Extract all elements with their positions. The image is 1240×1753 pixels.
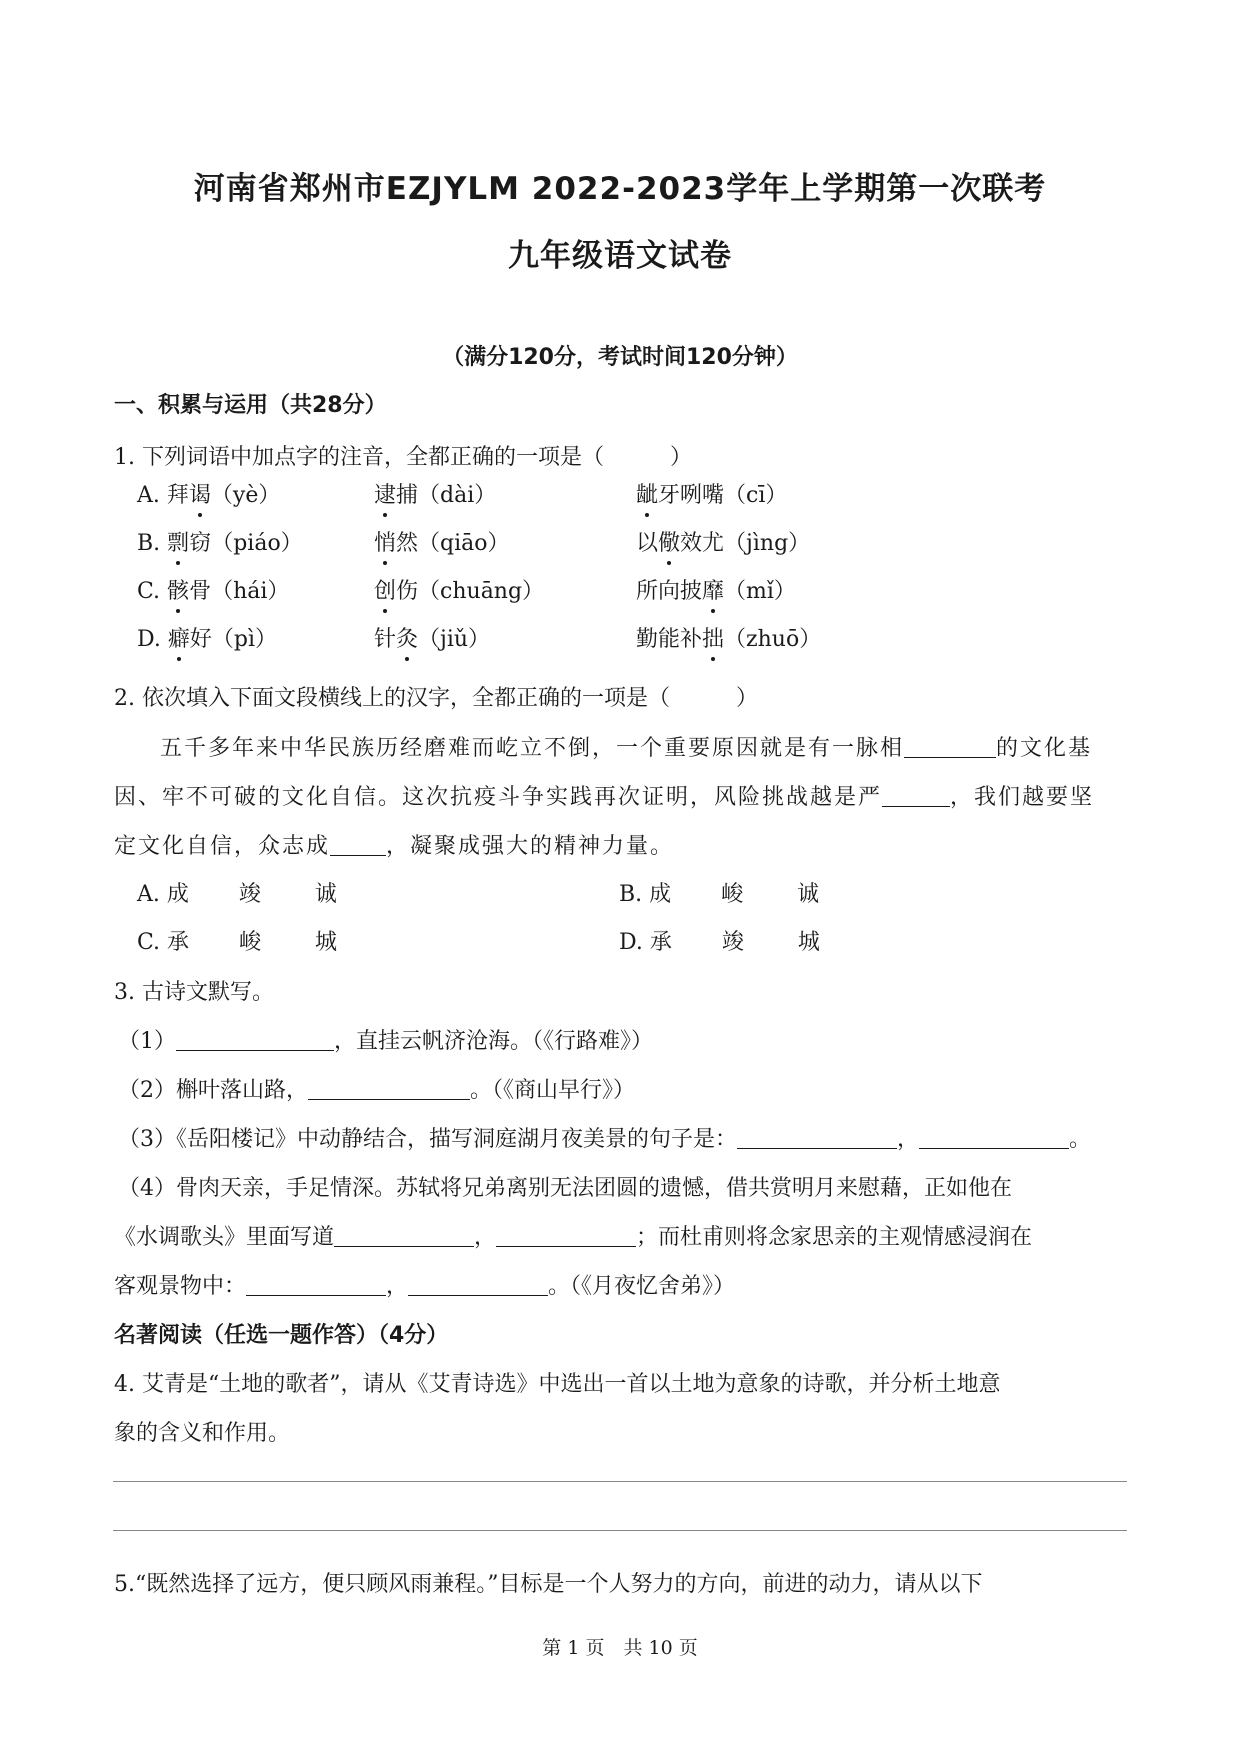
option-d-word-2 <box>374 622 490 653</box>
pinyin: （piáo） <box>211 531 303 556</box>
section-heading-accumulation: 一、积累与运用（共28分） <box>114 393 387 418</box>
dotted-char: 逮 <box>374 478 396 509</box>
item-text: （2）槲叶落山路， <box>118 1078 308 1103</box>
option-a[interactable] <box>137 478 280 509</box>
option-c[interactable] <box>137 574 289 605</box>
pinyin: （mǐ） <box>724 579 796 604</box>
dotted-char: 谒 <box>189 478 211 509</box>
question-2-stem: 2. 依次填入下面文段横线上的汉字，全都正确的一项是（ ） <box>114 686 758 711</box>
question-2-passage-line-2 <box>114 780 1094 811</box>
word-text: 以 <box>636 531 659 556</box>
question-2-passage-line-1 <box>160 731 1092 762</box>
passage-text: ，我们越要坚 <box>950 785 1095 810</box>
question-4-line-1: 4. 艾青是“土地的歌者”，请从《艾青诗选》中选出一首以土地为意象的诗歌，并分析土地意 <box>114 1372 1001 1397</box>
question-1-stem: 1. 下列词语中加点字的注音，全都正确的一项是（ ） <box>114 445 692 470</box>
option-letter: A. <box>137 483 160 508</box>
pinyin: （cī） <box>724 483 788 508</box>
item-text: ， <box>897 1127 920 1152</box>
word-text: 好 <box>189 627 212 652</box>
option-d[interactable] <box>619 925 820 956</box>
question-3-item-4-line-2 <box>114 1220 1032 1251</box>
item-number: （1） <box>118 1029 176 1054</box>
option-char: 承 <box>167 930 190 955</box>
fill-blank[interactable] <box>737 1126 897 1149</box>
fill-blank[interactable] <box>308 1077 470 1100</box>
answer-line[interactable] <box>113 1530 1127 1531</box>
option-letter: B. <box>619 882 643 907</box>
option-char: 竣 <box>721 930 744 955</box>
word-text: 效尤 <box>680 531 725 556</box>
fill-blank[interactable] <box>919 1126 1069 1149</box>
fill-blank[interactable] <box>246 1273 386 1296</box>
dotted-char: 灸 <box>396 622 418 653</box>
word-text: 骨 <box>189 579 212 604</box>
option-b-word-3 <box>636 526 810 557</box>
option-b[interactable] <box>137 526 303 557</box>
option-char: 成 <box>166 882 189 907</box>
question-5-line-1: 5.“既然选择了远方，便只顾风雨兼程。”目标是一个人努力的方向，前进的动力，请从以下 <box>114 1572 983 1597</box>
question-3-item-2 <box>118 1073 635 1104</box>
option-char: 诚 <box>314 882 337 907</box>
item-text: 。 <box>1069 1127 1092 1152</box>
section-heading-reading: 名著阅读（任选一题作答）（4分） <box>114 1323 449 1348</box>
question-2-passage-line-3 <box>114 829 674 860</box>
exam-title: 河南省郑州市EZJYLM 2022-2023学年上学期第一次联考 <box>193 171 1047 207</box>
option-char: 峻 <box>721 882 744 907</box>
fill-blank[interactable] <box>176 1028 334 1051</box>
dotted-char: 悄 <box>374 526 396 557</box>
pinyin: （pì） <box>211 627 278 652</box>
word-text: 牙咧嘴 <box>658 483 725 508</box>
word-text: 伤 <box>396 579 419 604</box>
pinyin: （chuāng） <box>418 579 545 604</box>
option-d[interactable] <box>137 622 277 653</box>
fill-blank[interactable] <box>330 833 386 856</box>
word-text: 勤能补 <box>636 627 703 652</box>
fill-blank[interactable] <box>496 1224 636 1247</box>
dotted-char: 拙 <box>702 622 724 653</box>
option-c[interactable] <box>137 925 337 956</box>
dotted-char: 剽 <box>167 526 189 557</box>
option-b-word-2 <box>374 526 510 557</box>
fill-blank[interactable] <box>334 1224 474 1247</box>
option-d-word-3 <box>636 622 821 653</box>
word-text: 所向披 <box>636 579 703 604</box>
item-text: ；而杜甫则将念家思亲的主观情感浸润在 <box>636 1225 1033 1250</box>
dotted-char: 靡 <box>702 574 724 605</box>
option-a[interactable] <box>137 877 337 908</box>
fill-blank[interactable] <box>408 1273 548 1296</box>
word-text: 窃 <box>189 531 212 556</box>
option-char: 城 <box>315 930 338 955</box>
option-char: 城 <box>797 930 820 955</box>
passage-text: 五千多年来中华民族历经磨难而屹立不倒，一个重要原因就是有一脉相 <box>160 736 905 761</box>
item-text: ，直挂云帆济沧海。（《行路难》） <box>334 1029 654 1054</box>
item-text: 《水调歌头》里面写道 <box>114 1225 335 1250</box>
question-3-item-1 <box>118 1024 653 1055</box>
option-letter: C. <box>137 930 161 955</box>
passage-text: 定文化自信，众志成 <box>114 834 331 859</box>
pinyin: （yè） <box>210 483 281 508</box>
exam-subtitle: 九年级语文试卷 <box>508 238 732 274</box>
page-number-footer: 第 1 页 共 10 页 <box>542 1637 698 1659</box>
option-c-word-3 <box>636 574 796 605</box>
option-b[interactable] <box>619 877 819 908</box>
dotted-char: 癖 <box>168 622 190 653</box>
item-text: 客观景物中： <box>114 1274 247 1299</box>
word-text: 然 <box>396 531 419 556</box>
pinyin: （hái） <box>211 579 290 604</box>
option-char: 诚 <box>797 882 820 907</box>
fill-blank[interactable] <box>904 735 996 758</box>
pinyin: （qiāo） <box>418 531 510 556</box>
option-letter: A. <box>137 882 160 907</box>
question-3-item-4-line-3 <box>114 1269 735 1300</box>
option-char: 峻 <box>239 930 262 955</box>
pinyin: （jìng） <box>724 531 811 556</box>
option-c-word-2 <box>374 574 544 605</box>
option-char: 承 <box>649 930 672 955</box>
option-char: 竣 <box>238 882 261 907</box>
answer-line[interactable] <box>113 1481 1127 1482</box>
passage-text: ，凝聚成强大的精神力量。 <box>386 834 675 859</box>
score-info: （满分120分，考试时间120分钟） <box>442 345 798 370</box>
item-text: （3）《岳阳楼记》中动静结合，描写洞庭湖月夜美景的句子是： <box>118 1127 737 1152</box>
option-letter: D. <box>619 930 643 955</box>
fill-blank[interactable] <box>882 784 950 807</box>
dotted-char: 龇 <box>636 478 658 509</box>
item-text: ， <box>474 1225 497 1250</box>
option-a-word-3 <box>636 478 787 509</box>
dotted-char: 骸 <box>167 574 189 605</box>
item-text: 。（《商山早行》） <box>470 1078 636 1103</box>
passage-text: 因、牢不可破的文化自信。这次抗疫斗争实践再次证明，风险挑战越是严 <box>114 785 883 810</box>
word-text: 针 <box>374 627 397 652</box>
option-letter: C. <box>137 579 161 604</box>
question-3-item-4-line-1: （4）骨肉天亲，手足情深。苏轼将兄弟离别无法团圆的遗憾，借共赏明月来慰藉，正如他在 <box>118 1176 1013 1201</box>
question-3-stem: 3. 古诗文默写。 <box>114 980 274 1005</box>
item-text: ， <box>386 1274 409 1299</box>
dotted-char: 儆 <box>658 526 680 557</box>
option-char: 成 <box>649 882 672 907</box>
pinyin: （dài） <box>418 483 497 508</box>
word-text: 拜 <box>166 483 189 508</box>
question-4-line-2: 象的含义和作用。 <box>114 1421 291 1446</box>
option-letter: D. <box>137 627 161 652</box>
pinyin: （jiǔ） <box>418 627 491 652</box>
option-letter: B. <box>137 531 161 556</box>
passage-text: 的文化基 <box>996 736 1093 761</box>
item-text: 。（《月夜忆舍弟》） <box>548 1274 736 1299</box>
option-a-word-2 <box>374 478 496 509</box>
dotted-char: 创 <box>374 574 396 605</box>
word-text: 捕 <box>396 483 419 508</box>
pinyin: （zhuō） <box>724 627 822 652</box>
question-3-item-3 <box>118 1122 1091 1153</box>
